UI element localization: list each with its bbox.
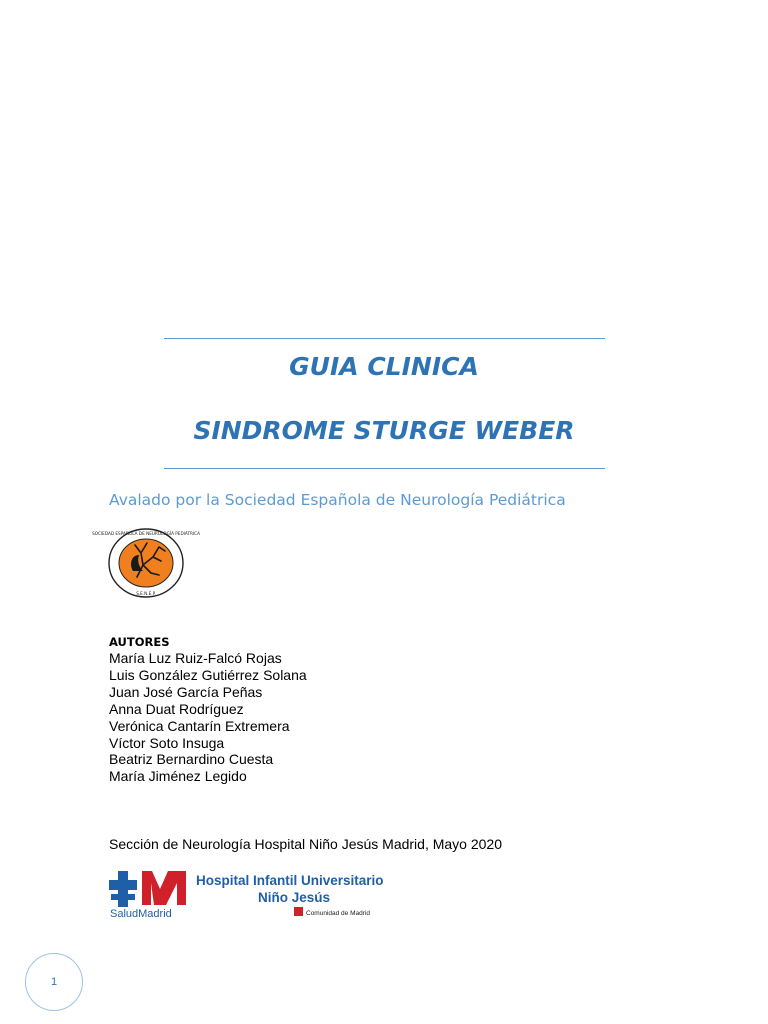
comunidad-madrid-text: Comunidad de Madrid	[306, 910, 370, 917]
author-name: Luis González Gutiérrez Solana	[109, 666, 307, 683]
section-date-line: Sección de Neurología Hospital Niño Jesús Madrid, Mayo 2020	[109, 836, 502, 852]
authors-list	[109, 650, 307, 785]
author-name: Verónica Cantarín Extremera	[109, 717, 290, 734]
author-name: María Luz Ruiz-Falcó Rojas	[109, 650, 282, 666]
top-rule	[164, 338, 605, 339]
author-name: Juan José García Peñas	[109, 683, 263, 700]
seal-ring-text: SOCIEDAD ESPAÑOLA DE NEUROLOGÍA PEDIÁTRICA	[92, 531, 200, 536]
senep-seal-logo	[92, 527, 200, 599]
page-number-text: 1	[50, 976, 58, 988]
page-number	[25, 953, 83, 1011]
bottom-rule	[164, 468, 605, 469]
hospital-name-line1: Hospital Infantil Universitario	[196, 873, 384, 888]
endorsement-text: Avalado por la Sociedad Española de Neurología Pediátrica	[109, 491, 566, 509]
title-guia-clinica: GUIA CLINICA	[289, 352, 479, 381]
title-syndrome: SINDROME STURGE WEBER	[193, 416, 575, 445]
author-name: Beatriz Bernardino Cuesta	[109, 751, 274, 768]
seal-bottom-text: S.E.N.E.P.	[136, 591, 156, 596]
author-name: María Jiménez Legido	[109, 768, 247, 785]
authors-heading: AUTORES	[109, 635, 170, 649]
author-name: Anna Duat Rodríguez	[109, 700, 244, 717]
saludmadrid-text: SaludMadrid	[110, 908, 172, 920]
hospital-nino-jesus-logo	[108, 867, 408, 923]
author-name: Víctor Soto Insuga	[109, 734, 225, 751]
hospital-name-line2: Niño Jesús	[258, 890, 331, 905]
